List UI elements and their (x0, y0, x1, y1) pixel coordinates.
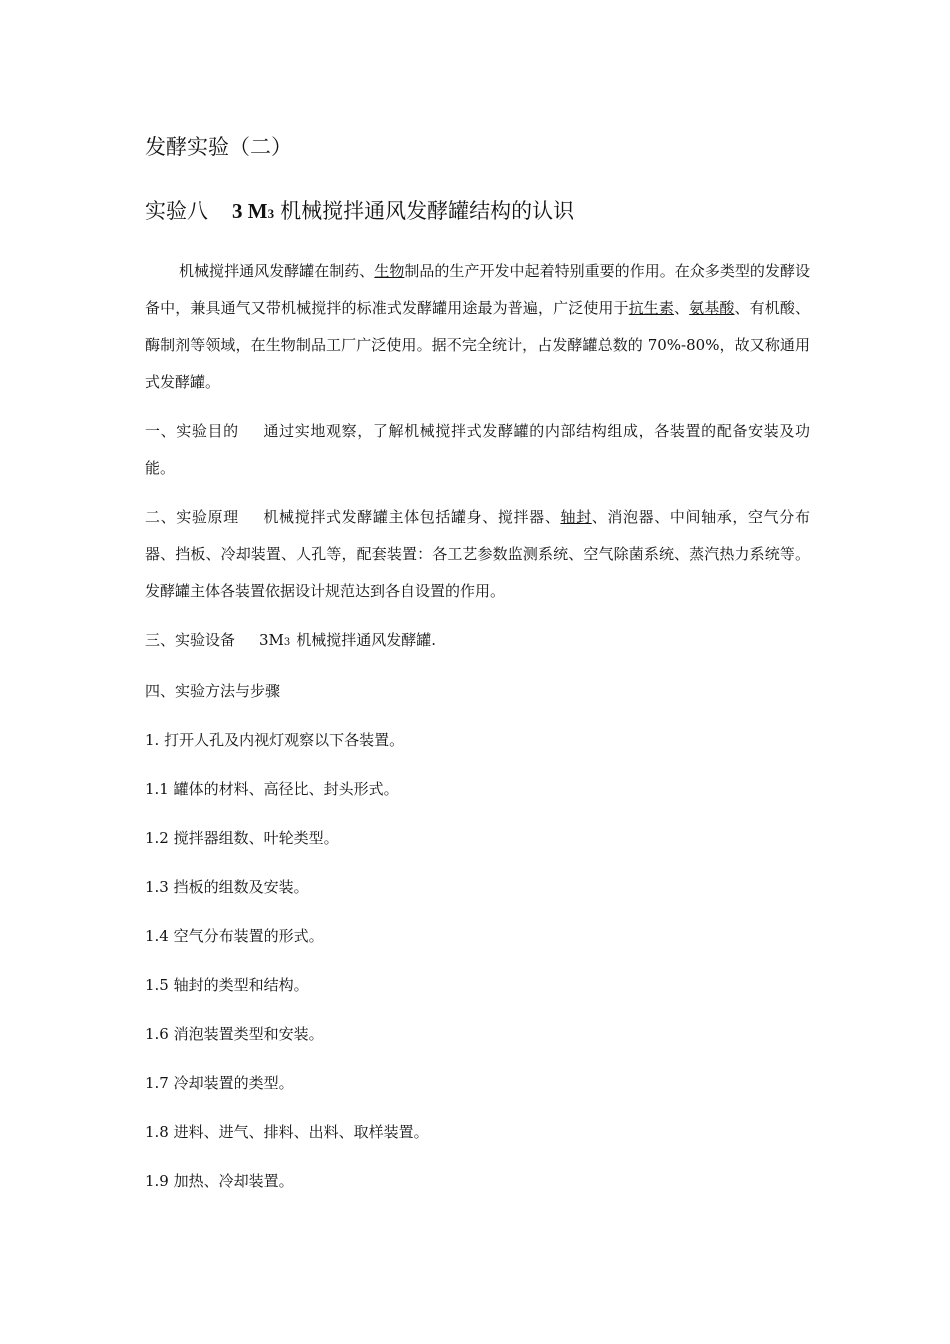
link-amino-acids[interactable]: 氨基酸 (689, 299, 735, 317)
intro-text-3: 、 (674, 299, 690, 317)
experiment-prefix: 实验八 (145, 199, 208, 223)
equipment-line (145, 622, 810, 661)
document-title: 发酵实验（二） (145, 135, 292, 159)
step-item: 1.5 轴封的类型和结构。 (145, 976, 309, 994)
experiment-model-superscript: 3 (267, 206, 275, 221)
step-item: 1.9 加热、冷却装置。 (145, 1172, 294, 1190)
link-shaft-seal[interactable]: 轴封 (560, 508, 592, 526)
step-item: 1.3 挡板的组数及安装。 (145, 878, 309, 896)
intro-paragraph (145, 253, 810, 401)
equipment-model-superscript: 3 (283, 637, 291, 648)
document-body (145, 132, 810, 1212)
experiment-heading (145, 196, 810, 229)
step-item: 1. 打开人孔及内视灯观察以下各装置。 (145, 731, 405, 749)
equipment-text: 机械搅拌通风发酵罐. (296, 631, 437, 649)
step-item: 1.8 进料、进气、排料、出料、取样装置。 (145, 1123, 429, 1141)
experiment-name: 机械搅拌通风发酵罐结构的认识 (280, 199, 575, 223)
step-item: 1.7 冷却装置的类型。 (145, 1074, 294, 1092)
principle-paragraph (145, 499, 810, 610)
method-heading: 四、实验方法与步骤 (145, 682, 281, 700)
step-item: 1.6 消泡装置类型和安装。 (145, 1025, 324, 1043)
intro-text-2: 制品的生产开发中起着特别重要的作用。在众多类型的发酵设备中，兼具通气又带机械搅拌的标准式发酵罐用途最为普遍，广泛使用于 (145, 262, 810, 317)
equipment-label: 三、实验设备 (145, 631, 236, 649)
purpose-text: 通过实地观察，了解机械搅拌式发酵罐的内部结构组成，各装置的配备安装及功能。 (145, 422, 810, 477)
intro-text-4: 、有机酸、酶制剂等领域，在生物制品工厂广泛使用。据不完全统计，占发酵罐总数的 70%-80%，故又称通用式发酵罐。 (145, 299, 810, 391)
principle-label: 二、实验原理 (145, 508, 239, 526)
link-biology[interactable]: 生物 (374, 262, 405, 280)
experiment-model-number: 3 M (232, 199, 268, 223)
principle-text-1: 机械搅拌式发酵罐主体包括罐身、搅拌器、 (262, 508, 561, 526)
step-item: 1.2 搅拌器组数、叶轮类型。 (145, 829, 339, 847)
step-item: 1.1 罐体的材料、高径比、封头形式。 (145, 780, 399, 798)
purpose-label: 一、实验目的 (145, 422, 239, 440)
step-item: 1.4 空气分布装置的形式。 (145, 927, 324, 945)
intro-text-1: 机械搅拌通风发酵罐在制药、 (179, 262, 375, 280)
principle-text-2: 、消泡器、中间轴承，空气分布器、挡板、冷却装置、人孔等，配套装置：各工艺参数监测系统、空气除菌系统、蒸汽热力系统等。发酵罐主体各装置依据设计规范达到各自设置的作用。 (145, 508, 810, 600)
equipment-model: 3M (259, 631, 284, 649)
steps-list (145, 722, 810, 1200)
link-antibiotics[interactable]: 抗生素 (628, 299, 675, 317)
purpose-paragraph (145, 413, 810, 487)
